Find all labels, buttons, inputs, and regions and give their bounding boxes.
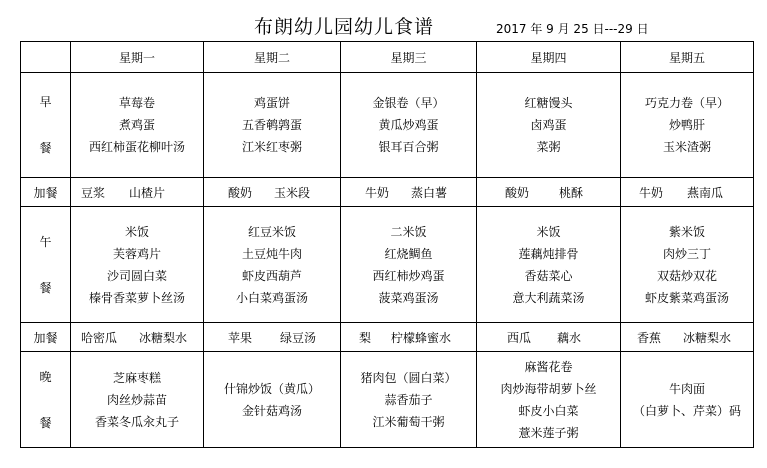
snack-cell (341, 323, 477, 352)
snack-item: 酸奶 (505, 185, 530, 200)
snack-cell (204, 178, 341, 207)
snack-item: 柠檬蜂蜜水 (391, 330, 452, 345)
lunch-row (21, 207, 754, 323)
dish: 虾皮小白菜 (518, 403, 579, 418)
dish: 米饭 (536, 224, 561, 239)
dish: 红烧鲷鱼 (384, 246, 433, 261)
day-header: 星期三 (341, 42, 477, 73)
breakfast-cell (477, 73, 621, 178)
snack-cell (71, 178, 204, 207)
dish: 西红柿炒鸡蛋 (372, 268, 445, 283)
dish: （白萝卜、芹菜）码 (632, 403, 741, 418)
snack-item: 牛奶 (365, 185, 390, 200)
dish: 蒜香茄子 (384, 392, 433, 407)
dish: 红豆米饭 (247, 224, 296, 239)
day-header: 星期一 (71, 42, 204, 73)
day-header: 星期五 (621, 42, 754, 73)
dish: 土豆炖牛肉 (241, 246, 302, 261)
dish: 卤鸡蛋 (530, 118, 567, 132)
snack-item: 冰糖梨水 (683, 330, 732, 345)
snack-item: 冰糖梨水 (139, 330, 188, 345)
dish: 红糖馒头 (524, 96, 573, 110)
dish: 西红柿蛋花柳叶汤 (88, 140, 185, 154)
dish: 金银卷（早） (372, 96, 445, 110)
breakfast-row (21, 73, 754, 178)
page-title: 布朗幼儿园幼儿食谱 (254, 16, 435, 38)
dish: 江米葡萄干粥 (372, 414, 445, 429)
dish: 金针菇鸡汤 (241, 403, 302, 418)
dish: 双菇炒双花 (656, 268, 717, 283)
dish: 米饭 (124, 224, 149, 239)
dish: 五香鹌鹑蛋 (241, 118, 302, 132)
dish: 肉丝炒蒜苗 (106, 392, 167, 407)
dish: 榛骨香菜萝卜丝汤 (88, 290, 185, 305)
dish: 虾皮紫菜鸡蛋汤 (644, 290, 729, 305)
dish: 炒鸭肝 (668, 118, 705, 132)
snack-item: 藕水 (557, 330, 582, 345)
corner-cell (21, 42, 71, 73)
snack-item: 西瓜 (507, 330, 532, 345)
dish: 菠菜鸡蛋汤 (378, 290, 439, 305)
dish: 小白菜鸡蛋汤 (235, 290, 308, 305)
dish: 江米红枣粥 (241, 140, 302, 154)
lunch-cell (71, 207, 204, 323)
snack-cell (621, 178, 754, 207)
lunch-cell (621, 207, 754, 323)
snack-item: 哈密瓜 (81, 330, 118, 345)
breakfast-cell (341, 73, 477, 178)
breakfast-cell (204, 73, 341, 178)
dish: 猪肉包（圆白菜） (360, 370, 457, 385)
snack-item: 牛奶 (639, 185, 664, 200)
afternoon-snack-row (21, 323, 754, 352)
dish: 草莓卷 (118, 96, 155, 110)
dish: 煮鸡蛋 (118, 118, 155, 132)
dish: 香菇菜心 (524, 268, 573, 283)
snack-item: 山楂片 (129, 185, 166, 200)
dish: 黄瓜炒鸡蛋 (378, 118, 439, 132)
dish: 薏米莲子粥 (518, 425, 579, 440)
dinner-cell (477, 352, 621, 448)
dish: 牛肉面 (668, 381, 705, 396)
dish: 沙司圆白菜 (106, 268, 167, 283)
day-header: 星期四 (477, 42, 621, 73)
snack-cell (341, 178, 477, 207)
snack-cell (204, 323, 341, 352)
dinner-label: 晚 餐 (21, 352, 71, 448)
lunch-cell (204, 207, 341, 323)
header-row (21, 42, 754, 73)
dish: 二米饭 (390, 224, 427, 239)
dish: 玉米渣粥 (662, 140, 711, 154)
page-header (0, 12, 767, 42)
dish: 菜粥 (536, 140, 561, 154)
dish: 麻酱花卷 (524, 359, 573, 374)
dinner-cell (204, 352, 341, 448)
snack-item: 桃酥 (559, 185, 584, 200)
breakfast-cell (71, 73, 204, 178)
dish: 虾皮西葫芦 (241, 268, 302, 283)
snack-item: 梨 (359, 330, 372, 345)
dish: 芙蓉鸡片 (112, 246, 161, 261)
dish: 肉炒三丁 (662, 246, 711, 261)
snack-cell (621, 323, 754, 352)
snack-cell (477, 178, 621, 207)
dinner-cell (621, 352, 754, 448)
dish: 肉炒海带胡萝卜丝 (500, 381, 597, 396)
snack-item: 酸奶 (228, 185, 253, 200)
dinner-cell (341, 352, 477, 448)
snack-cell (71, 323, 204, 352)
snack-item: 玉米段 (274, 185, 311, 200)
snack-label: 加餐 (21, 323, 71, 352)
lunch-cell (477, 207, 621, 323)
day-header: 星期二 (204, 42, 341, 73)
menu-table (20, 41, 754, 448)
snack-item: 豆浆 (81, 185, 106, 200)
snack-item: 香蕉 (637, 330, 662, 345)
dish: 芝麻枣糕 (112, 370, 161, 385)
dish: 巧克力卷（早） (644, 96, 729, 110)
dinner-row (21, 352, 754, 448)
snack-item: 燕南瓜 (687, 185, 724, 200)
dish: 什锦炒饭（黄瓜） (223, 381, 320, 396)
dish: 紫米饭 (668, 224, 705, 239)
dish: 香菜冬瓜汆丸子 (94, 414, 179, 429)
lunch-cell (341, 207, 477, 323)
breakfast-cell (621, 73, 754, 178)
dish: 意大利蔬菜汤 (512, 290, 585, 305)
dish: 莲藕炖排骨 (518, 246, 579, 261)
breakfast-label: 早 餐 (21, 73, 71, 178)
snack-item: 蒸白薯 (411, 185, 448, 200)
snack-label: 加餐 (21, 178, 71, 207)
snack-item: 绿豆汤 (280, 330, 317, 345)
snack-item: 苹果 (228, 330, 253, 345)
date-range: 2017 年 9 月 25 日---29 日 (496, 22, 649, 36)
dinner-cell (71, 352, 204, 448)
lunch-label: 午 餐 (21, 207, 71, 323)
dish: 鸡蛋饼 (253, 96, 290, 110)
snack-cell (477, 323, 621, 352)
morning-snack-row (21, 178, 754, 207)
dish: 银耳百合粥 (378, 140, 439, 154)
